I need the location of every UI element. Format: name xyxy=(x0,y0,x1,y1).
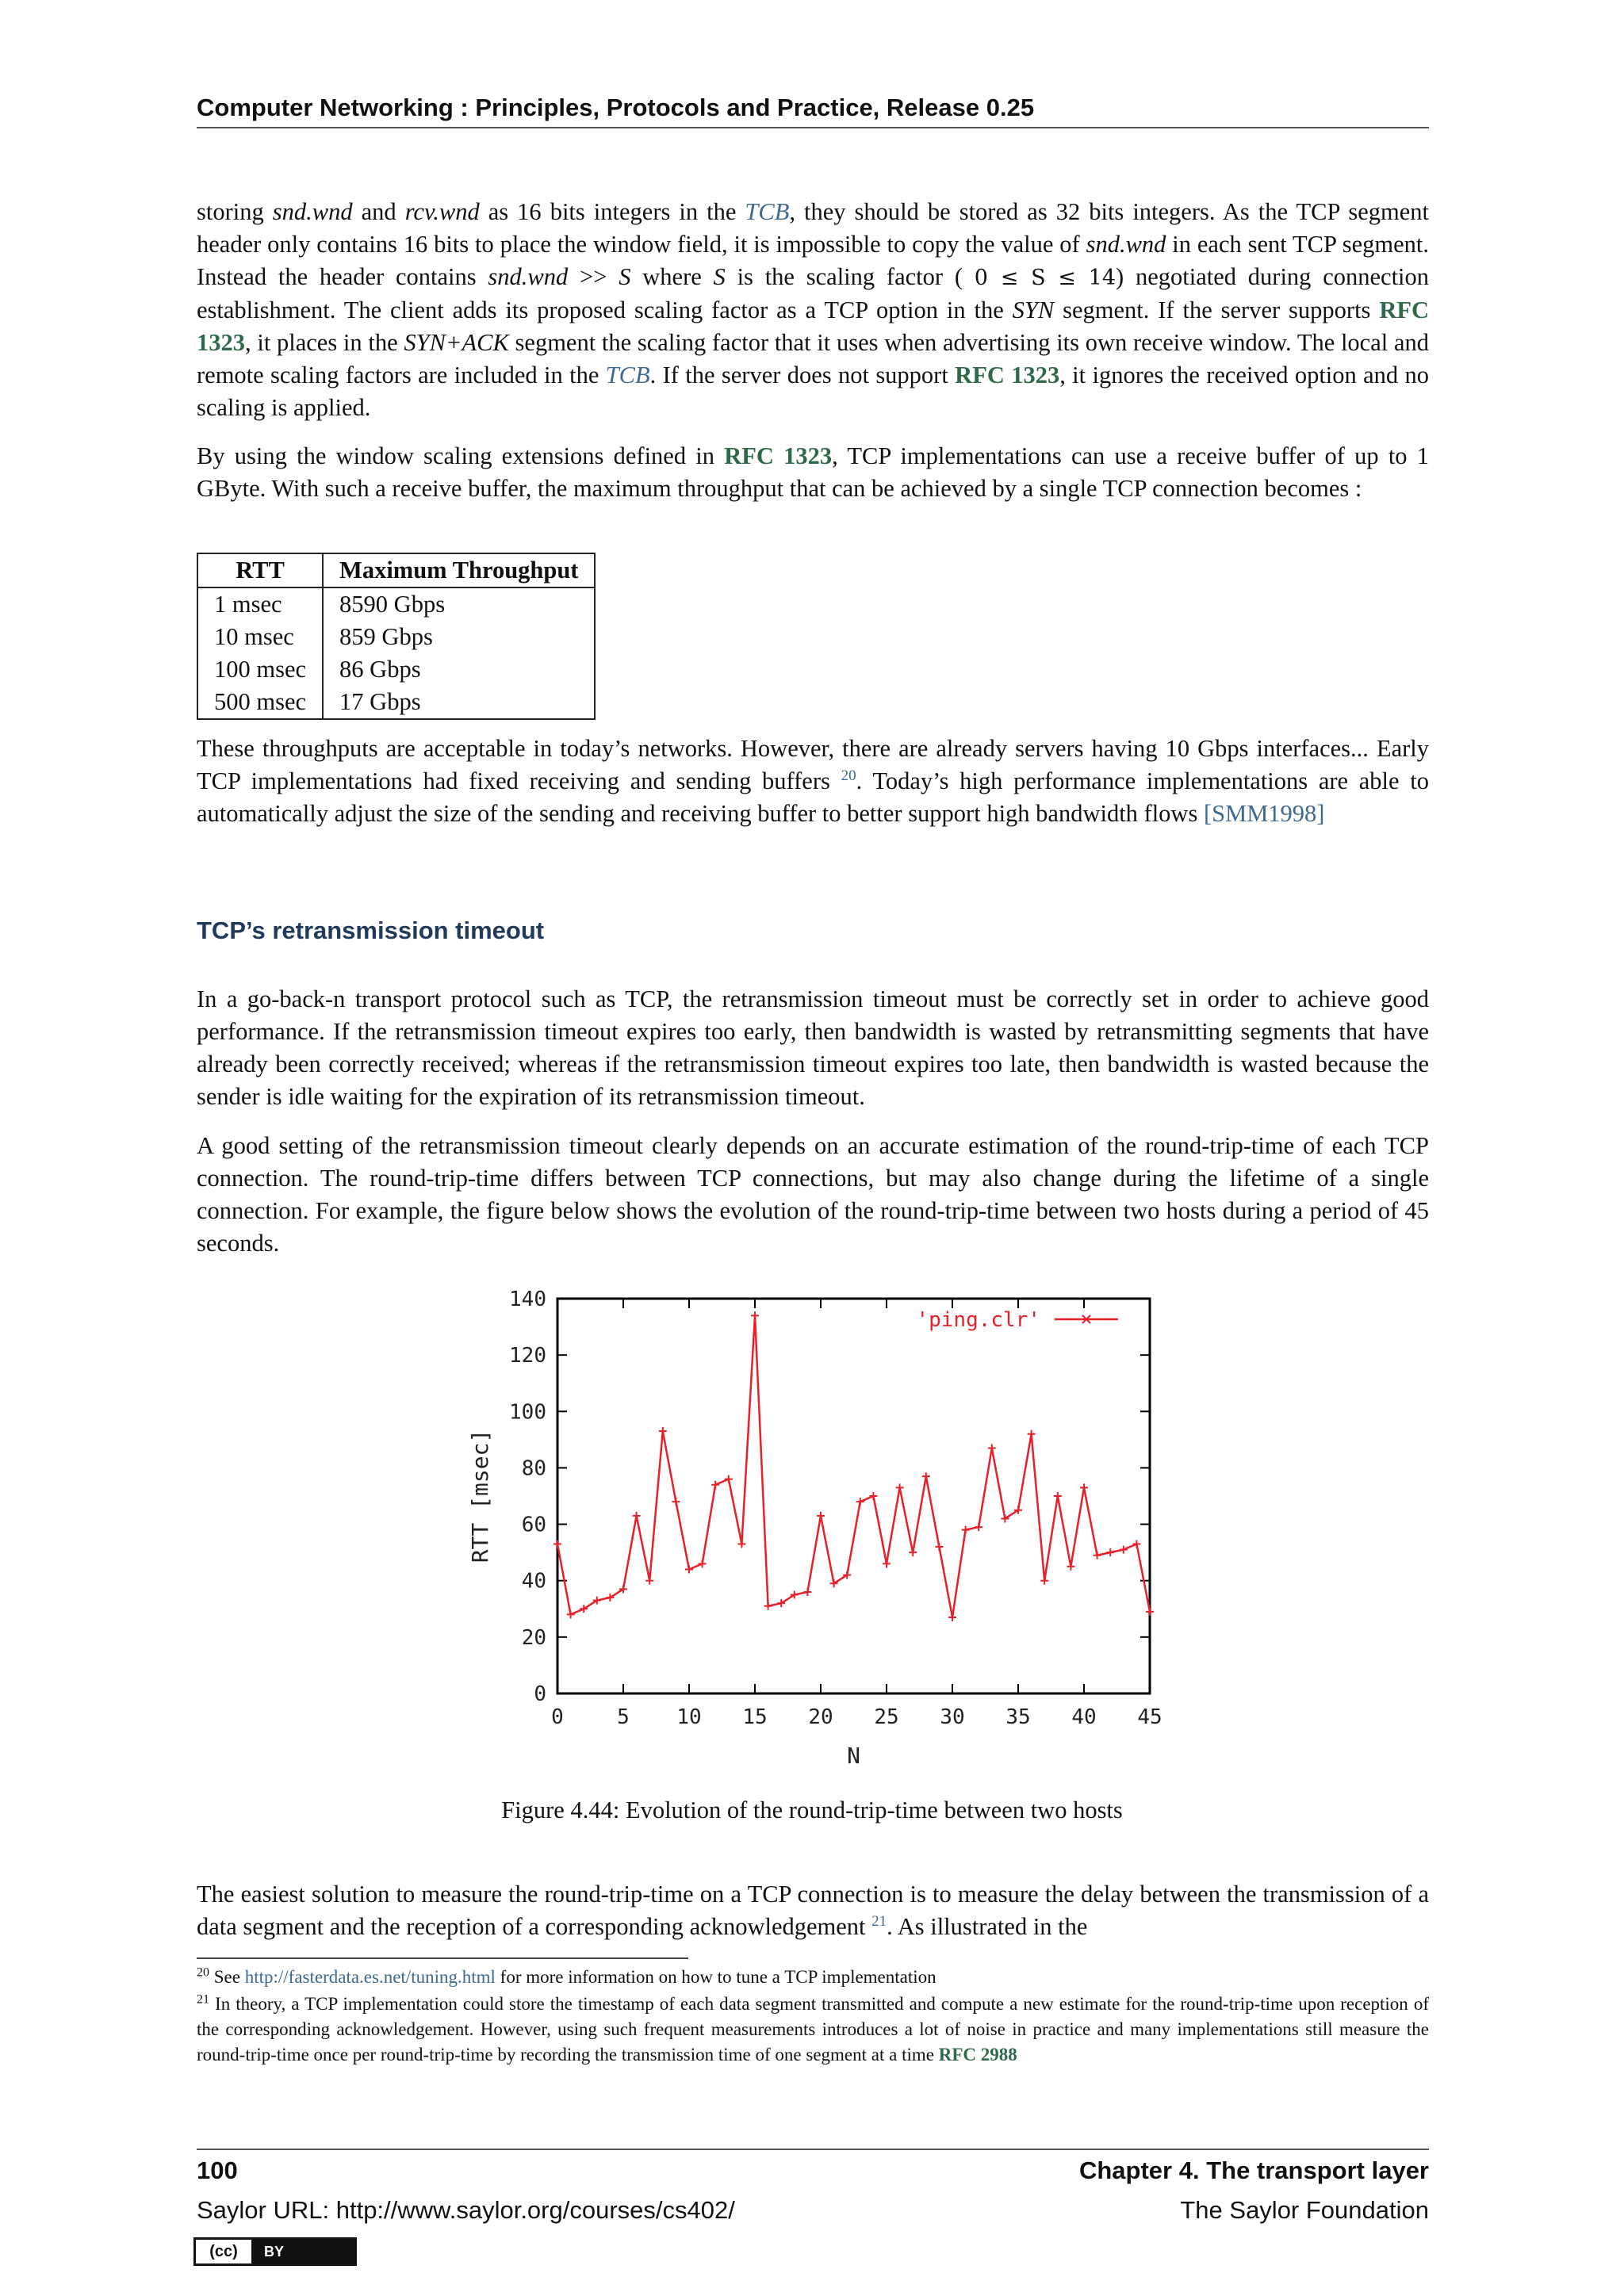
saylor-foundation: The Saylor Foundation xyxy=(1180,2196,1429,2224)
data-point xyxy=(699,1559,707,1567)
footer-rule xyxy=(197,2149,1429,2150)
scaling-range-math: 0 ≤ S ≤ 14 xyxy=(974,266,1116,290)
tcb-link[interactable]: TCB xyxy=(605,362,650,388)
data-point xyxy=(962,1526,970,1534)
data-point xyxy=(803,1588,811,1596)
data-point xyxy=(1146,1608,1154,1616)
data-point xyxy=(764,1602,772,1610)
paragraph-rtt-estimation: A good setting of the retransmission timeout clearly depends on an accurate estimation of the round-trip-time of each TCP connection. The round-trip-time differs between TCP connections, but may also change during the lifetime of a single connection. For example, the figure below shows the evolution of the round-trip-time between two hosts during a period of 45 seconds. xyxy=(197,1132,1429,1257)
paragraph-measure-rtt: The easiest solution to measure the round-trip-time on a TCP connection is to measure the delay between the transmission of a data segment and the reception of a corresponding acknowledgement $^{21}$. As illustrated in the xyxy=(197,1881,1429,1940)
data-point xyxy=(869,1492,877,1500)
cc-by-label: BY xyxy=(253,2240,354,2263)
legend-label: 'ping.clr' xyxy=(916,1308,1040,1332)
y-tick-label: 120 xyxy=(509,1344,546,1368)
series-line xyxy=(557,1315,1150,1617)
data-point xyxy=(1120,1546,1128,1554)
saylor-url[interactable]: Saylor URL: http://www.saylor.org/courses/cs402/ xyxy=(197,2196,735,2224)
data-point xyxy=(1094,1552,1101,1559)
page-number: 100 xyxy=(197,2156,238,2184)
data-point xyxy=(1106,1548,1114,1556)
x-tick-label: 45 xyxy=(1137,1705,1162,1729)
rtt-chart-svg xyxy=(444,1269,1174,1776)
header-rule xyxy=(197,127,1429,128)
table-cell: 8590 Gbps xyxy=(339,591,446,618)
y-tick-label: 60 xyxy=(521,1513,546,1537)
footnote-rule xyxy=(197,1957,688,1959)
data-point xyxy=(645,1577,653,1585)
data-point xyxy=(883,1559,891,1567)
cc-by-license-badge[interactable] xyxy=(193,2237,357,2266)
data-point xyxy=(1054,1492,1062,1500)
footnote-ref-20[interactable]: 20 xyxy=(841,767,856,784)
x-tick-label: 25 xyxy=(874,1705,899,1729)
data-point xyxy=(909,1548,917,1556)
data-point xyxy=(817,1512,825,1520)
table-row xyxy=(197,686,595,719)
x-axis-label: N xyxy=(847,1743,860,1769)
tcb-link[interactable]: TCB xyxy=(745,198,790,225)
data-point xyxy=(948,1613,956,1621)
table-cell: 100 msec xyxy=(197,653,323,686)
data-point xyxy=(725,1475,733,1483)
table-row xyxy=(197,653,595,686)
data-point xyxy=(935,1543,943,1551)
x-tick-label: 40 xyxy=(1071,1705,1097,1729)
rtt-chart xyxy=(444,1269,1174,1776)
x-tick-label: 10 xyxy=(676,1705,702,1729)
x-tick-label: 15 xyxy=(742,1705,768,1729)
table-cell: 859 Gbps xyxy=(339,623,433,650)
chapter-title: Chapter 4. The transport layer xyxy=(1078,2156,1429,2184)
paragraph-window-scaling: storing snd.wnd and rcv.wnd as 16 bits integers in the TCB, they should be stored as 32 bits integers. As the TCP segment header only contains 16 bits to place the window field, it is impossible to copy the value of snd.wnd in each sent TCP segment. Instead the header contains snd.wnd >> S where S is the scaling factor ( 0 ≤ S ≤ 14) negotiated during connection establishment. The client adds its proposed scaling factor as a TCP option in the SYN segment. If the server supports RFC 1323, it places in the SYN+ACK segment the scaling factor that it uses when advertising its own receive window. The local and remote scaling factors are included in the TCB. If the server does not support RFC 1323, it ignores the received option and no scaling is applied. xyxy=(197,198,1430,421)
data-point xyxy=(553,1540,561,1548)
data-point xyxy=(1132,1540,1140,1548)
x-tick-label: 5 xyxy=(617,1705,630,1729)
data-point xyxy=(1040,1577,1048,1585)
data-point xyxy=(1028,1430,1036,1438)
data-point xyxy=(711,1481,719,1489)
data-point xyxy=(922,1472,930,1480)
data-point xyxy=(975,1523,982,1531)
table-cell: 10 msec xyxy=(197,621,323,653)
data-point xyxy=(988,1445,996,1452)
figure-caption: Figure 4.44: Evolution of the round-trip-time between two hosts xyxy=(501,1797,1123,1823)
citation-smm1998[interactable]: [SMM1998] xyxy=(1203,800,1325,827)
section-heading: TCP’s retransmission timeout xyxy=(197,916,545,944)
y-tick-label: 80 xyxy=(521,1456,546,1481)
table-header-rtt: RTT xyxy=(197,553,323,587)
table-cell: 500 msec xyxy=(197,686,323,719)
cc-icon: (cc) xyxy=(196,2240,253,2263)
x-tick-label: 35 xyxy=(1005,1705,1031,1729)
running-header-title: Computer Networking : Principles, Protocols and Practice, Release 0.25 xyxy=(197,94,1035,121)
data-point xyxy=(1080,1483,1088,1491)
rfc1323-link[interactable]: RFC 1323 xyxy=(197,297,1429,356)
y-tick-label: 0 xyxy=(534,1682,546,1706)
data-point xyxy=(737,1540,745,1548)
data-point xyxy=(685,1565,693,1573)
y-axis-label: RTT [msec] xyxy=(467,1429,493,1563)
data-point xyxy=(856,1498,864,1506)
rfc1323-link[interactable]: RFC 1323 xyxy=(955,362,1060,388)
paragraph-receive-buffer: By using the window scaling extensions defined in RFC 1323, TCP implementations can use a receive buffer of up to 1 GByte. With such a receive buffer, the maximum throughput that can be achieved by a single TCP connection becomes : xyxy=(197,442,1429,502)
paragraph-go-back-n: In a go-back-n transport protocol such as TCP, the retransmission timeout must be correctly set in order to achieve good performance. If the retransmission timeout expires too early, then bandwidth is wasted by retransmitting segments that have already been correctly received; whereas if the retransmission timeout expires too late, then bandwidth is wasted because the sender is idle waiting for the expiration of its retransmission timeout. xyxy=(197,985,1429,1110)
y-tick-label: 100 xyxy=(509,1400,546,1425)
x-tick-label: 20 xyxy=(808,1705,833,1729)
x-tick-label: 0 xyxy=(551,1705,564,1729)
y-tick-label: 20 xyxy=(521,1625,546,1650)
data-point xyxy=(751,1311,759,1319)
table-cell: 86 Gbps xyxy=(339,656,421,683)
rfc1323-link[interactable]: RFC 1323 xyxy=(724,442,833,469)
table-header-throughput: Maximum Throughput xyxy=(323,553,595,587)
table-header-row xyxy=(197,553,595,587)
rfc2988-link[interactable]: RFC 2988 xyxy=(938,2045,1017,2064)
y-tick-label: 140 xyxy=(509,1288,546,1311)
footnote-ref-21[interactable]: 21 xyxy=(871,1912,887,1930)
footnote-20: $^{20}$ See http://fasterdata.es.net/tuning.html for more information on how to tune a TCP implementation xyxy=(197,1965,936,1987)
table-cell: 1 msec xyxy=(197,587,323,621)
fasterdata-url-link[interactable]: http://fasterdata.es.net/tuning.html xyxy=(244,1967,496,1987)
data-point xyxy=(567,1610,575,1618)
throughput-table xyxy=(197,553,596,720)
footnote-21: $^{21}$ In theory, a TCP implementation could store the timestamp of each data segment transmitted and compute a new estimate for the round-trip-time upon reception of the corresponding acknowledgement. However, using such frequent measurements introduces a lot of noise in practice and many implementations still measure the round-trip-time once per round-trip-time by recording the transmission time of one segment at a time RFC 2988 xyxy=(197,1992,1430,2064)
data-point xyxy=(672,1498,680,1506)
data-point xyxy=(1067,1563,1074,1571)
data-point xyxy=(633,1512,641,1520)
paragraph-throughputs: These throughputs are acceptable in today’s networks. However, there are already servers having 10 Gbps interfaces... Early TCP implementations had fixed receiving and sending buffers $^{20}$. Today’s high performance implementations are able to automatically adjust the size of the sending and receiving buffer to better support high bandwidth flows [SMM1998] xyxy=(197,735,1429,827)
table-cell: 17 Gbps xyxy=(339,688,421,715)
data-point xyxy=(896,1483,904,1491)
x-tick-label: 30 xyxy=(940,1705,965,1729)
table-row xyxy=(197,621,595,653)
table-row xyxy=(197,587,595,621)
data-point xyxy=(659,1427,667,1435)
y-tick-label: 40 xyxy=(521,1569,546,1594)
